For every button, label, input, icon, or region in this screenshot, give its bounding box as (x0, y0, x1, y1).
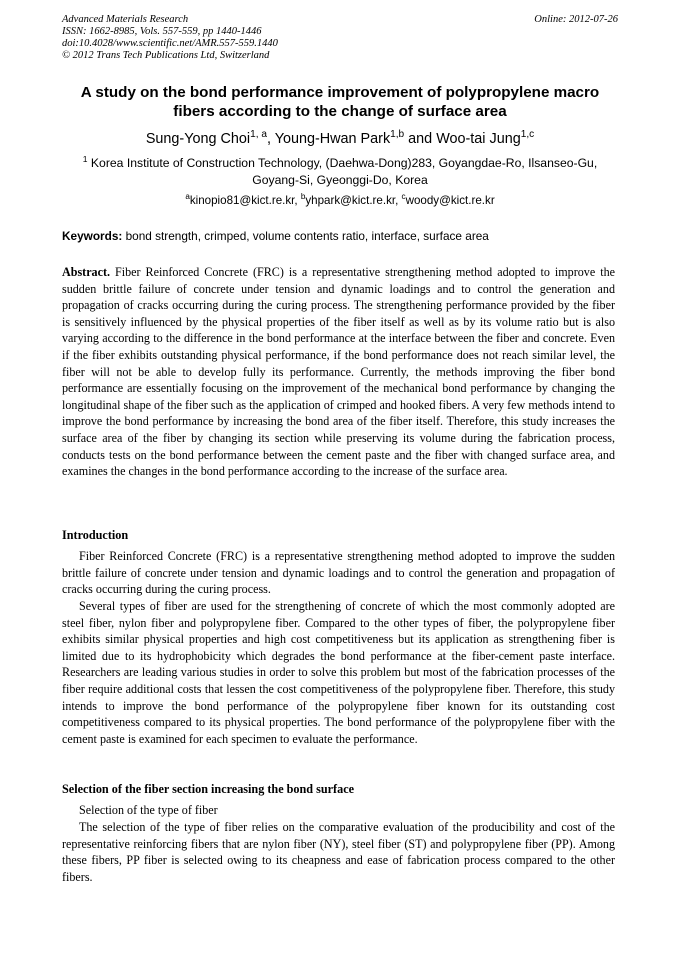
author-superscript: 1,c (520, 129, 535, 141)
email-link: kinopio81@kict.re.kr, (189, 194, 301, 207)
author-name: Sung-Yong Choi (145, 131, 251, 147)
email-link: yhpark@kict.re.kr, (305, 194, 402, 207)
author-separator: , (266, 131, 275, 147)
abstract-label: Abstract. (62, 265, 111, 279)
email-link: woody@kict.re.kr (405, 194, 495, 207)
affiliation-superscript: 1 (82, 153, 88, 164)
keywords-label: Keywords: (62, 229, 123, 243)
introduction-paragraph: Several types of fiber are used for the strengthening of concrete of which the most commonly adopted are steel fiber, nylon fiber and polypropylene fiber. Compared to the other types of fiber, the polypropylene fiber exhibits similar physical properties and high cost competitiveness but its application as strengthening fiber is limited due to its hydrophobicity which degrades the bond performance at the fiber-cement paste interface. Researchers are leading various studies in order to solve this problem but most of the fabrication processes of the fiber require additional costs that lessen the cost competitiveness of the polypropylene fiber. Therefore, this study intends to improve the bond performance of the polypropylene fiber known for its outstanding cost competitiveness compared to its physical properties. The bond performance of the polypropylene fiber with the cement paste is examined for each specimen to evaluate the performance. (62, 599, 615, 746)
email-superscript: a (185, 192, 190, 202)
keywords-text: bond strength, crimped, volume contents ratio, interface, surface area (122, 229, 489, 243)
affiliation (62, 155, 618, 189)
paper-title: A study on the bond performance improvement of polypropylene macro fibers according to the change of surface area (80, 84, 600, 120)
author-name: Woo-tai Jung (436, 131, 521, 147)
abstract (62, 264, 615, 480)
subsection-heading: Selection of the type of fiber (79, 803, 218, 817)
affiliation-text: Korea Institute of Construction Technology, (Daehwa-Dong)283, Goyangdae-Ro, Ilsanseo-Gu, Goyang-Si, Gyeonggi-Do, Korea (90, 156, 598, 187)
journal-header (62, 14, 618, 62)
author-superscript: 1, a (250, 129, 267, 141)
keywords (62, 229, 618, 244)
journal-name: Advanced Materials Research (62, 14, 189, 25)
author-separator: and (404, 131, 437, 147)
online-date: Online: 2012-07-26 (534, 14, 618, 25)
copyright-line: © 2012 Trans Tech Publications Ltd, Switzerland (62, 50, 270, 61)
email-superscript: c (401, 192, 406, 202)
email-superscript: b (300, 192, 306, 202)
author-list (62, 130, 618, 148)
section-heading-introduction: Introduction (62, 528, 129, 542)
doi-line: doi:10.4028/www.scientific.net/AMR.557-559.1440 (62, 38, 278, 49)
section-heading-selection: Selection of the fiber section increasing the bond surface (62, 782, 355, 796)
selection-paragraph: The selection of the type of fiber relies on the comparative evaluation of the producibility and cost of the representative reinforcing fibers that are nylon fiber (NY), steel fiber (ST) and polypropylene fiber (PP). Among these fibers, PP fiber is selected owing to its cheapness and ease of fabrication process compared to the other fibers. (62, 820, 615, 884)
author-emails (62, 193, 618, 208)
author-name: Young-Hwan Park (274, 131, 391, 147)
author-superscript: 1,b (390, 129, 405, 141)
abstract-text: Fiber Reinforced Concrete (FRC) is a representative strengthening method adopted to improve the sudden brittle failure of concrete under tension and dynamic loadings and to control the generation and propagation of cracks occurring during the curing process. The strengthening performance provided by the fiber is sensitively influenced by the physical properties of the fiber itself as well as by its volume ratio but is also varying according to the difference in the bond performance at the interface between the fiber and concrete. Even if the fiber exhibits outstanding physical performance, if the bond performance does not reach similar level, the fiber will not be able to develop fully its performance. Currently, the methods improving the fiber bond performance are essentially focusing on the improvement of the mechanical bond performance by changing the longitudinal shape of the fiber such as the application of crimped and hooked fibers. A very few methods intend to improve the bond performance by increasing the bond area of the fiber itself. Therefore, this study increases the surface area of the fiber by changing its section while preserving its volume during the fabrication process, conducts tests on the bond performance between the cement paste and the fiber with changed surface area, and examines the changes in the bond performance according to the increase of the surface area. (62, 265, 615, 479)
issn-line: ISSN: 1662-8985, Vols. 557-559, pp 1440-1446 (62, 26, 262, 37)
introduction-paragraph: Fiber Reinforced Concrete (FRC) is a representative strengthening method adopted to improve the sudden brittle failure of concrete under tension and dynamic loadings and to control the generation and propagation of cracks occurring during the curing process. (62, 549, 615, 597)
